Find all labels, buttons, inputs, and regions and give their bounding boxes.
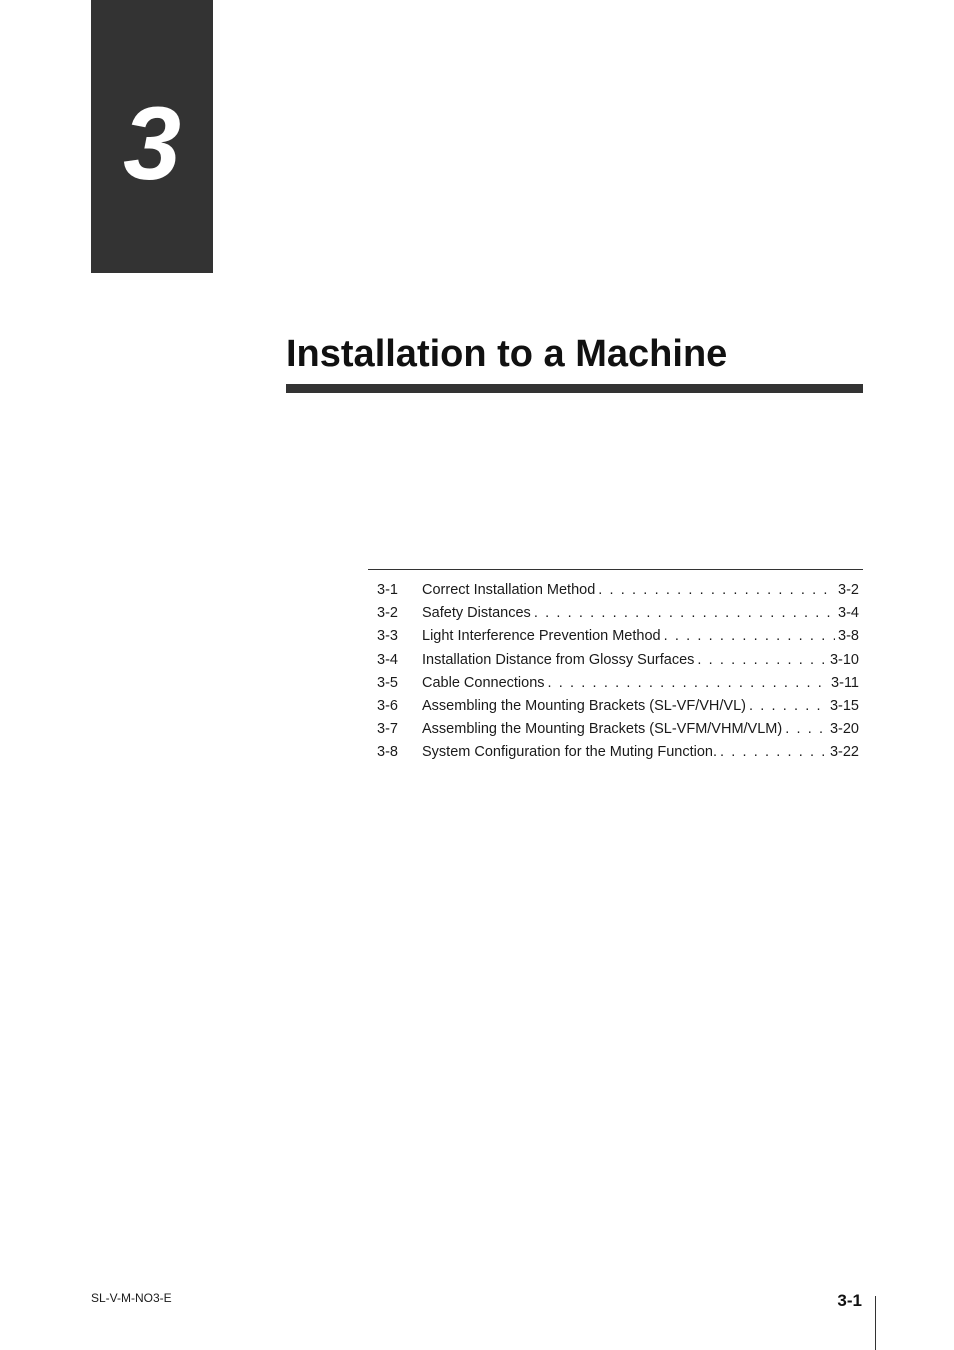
toc-entry[interactable] bbox=[377, 579, 859, 602]
toc-section-title: Correct Installation Method bbox=[422, 582, 596, 598]
page-number: 3-1 bbox=[837, 1291, 862, 1310]
toc-dot-leader bbox=[697, 649, 827, 672]
toc-dot-leader bbox=[664, 625, 835, 648]
toc-page-number: 3-10 bbox=[829, 651, 859, 668]
toc-entry[interactable] bbox=[377, 602, 859, 625]
toc-section-title: System Configuration for the Muting Function. bbox=[422, 744, 717, 761]
title-rule bbox=[286, 384, 863, 393]
toc-entry[interactable] bbox=[377, 695, 859, 718]
toc-section-number: 3-1 bbox=[377, 582, 398, 598]
toc-dot-leader bbox=[785, 718, 827, 741]
toc-section-number: 3-3 bbox=[377, 628, 398, 645]
toc-section-title: Installation Distance from Glossy Surfaces bbox=[422, 651, 695, 668]
toc-page-number: 3-2 bbox=[838, 582, 859, 598]
chapter-tab bbox=[91, 0, 213, 273]
toc-dot-leader bbox=[534, 602, 835, 625]
chapter-number: 3 bbox=[123, 86, 181, 202]
toc-section-title: Assembling the Mounting Brackets (SL-VFM/VHM/VLM) bbox=[422, 721, 783, 738]
toc-section-number: 3-5 bbox=[377, 674, 398, 691]
toc-page-number: 3-22 bbox=[829, 744, 859, 761]
toc-dot-leader bbox=[749, 695, 827, 718]
document-id: SL-V-M-NO3-E bbox=[91, 1291, 172, 1305]
chapter-title: Installation to a Machine bbox=[286, 333, 728, 375]
toc-section-title: Safety Distances bbox=[422, 605, 531, 622]
toc-page-number: 3-20 bbox=[829, 721, 859, 738]
toc-page-number: 3-11 bbox=[831, 674, 859, 691]
toc-divider bbox=[368, 569, 863, 570]
toc-entry[interactable] bbox=[377, 741, 859, 764]
toc-section-number: 3-8 bbox=[377, 744, 398, 761]
toc-entry[interactable] bbox=[377, 718, 859, 741]
page-edge-line bbox=[875, 1296, 876, 1350]
toc-page-number: 3-4 bbox=[838, 605, 859, 622]
toc-page-number: 3-8 bbox=[838, 628, 859, 645]
toc-section-number: 3-6 bbox=[377, 697, 398, 714]
toc-section-title: Light Interference Prevention Method bbox=[422, 628, 661, 645]
toc-section-title: Cable Connections bbox=[422, 674, 545, 691]
toc-page-number: 3-15 bbox=[829, 697, 859, 714]
toc-entry[interactable] bbox=[377, 649, 859, 672]
toc-section-title: Assembling the Mounting Brackets (SL-VF/VH/VL) bbox=[422, 697, 746, 714]
toc-dot-leader bbox=[720, 741, 827, 764]
toc-section-number: 3-4 bbox=[377, 651, 398, 668]
toc-dot-leader bbox=[598, 579, 835, 602]
toc-dot-leader bbox=[548, 672, 829, 695]
toc-section-number: 3-7 bbox=[377, 721, 398, 738]
table-of-contents bbox=[377, 579, 859, 765]
toc-entry[interactable] bbox=[377, 625, 859, 648]
toc-entry[interactable] bbox=[377, 672, 859, 695]
toc-section-number: 3-2 bbox=[377, 605, 398, 622]
